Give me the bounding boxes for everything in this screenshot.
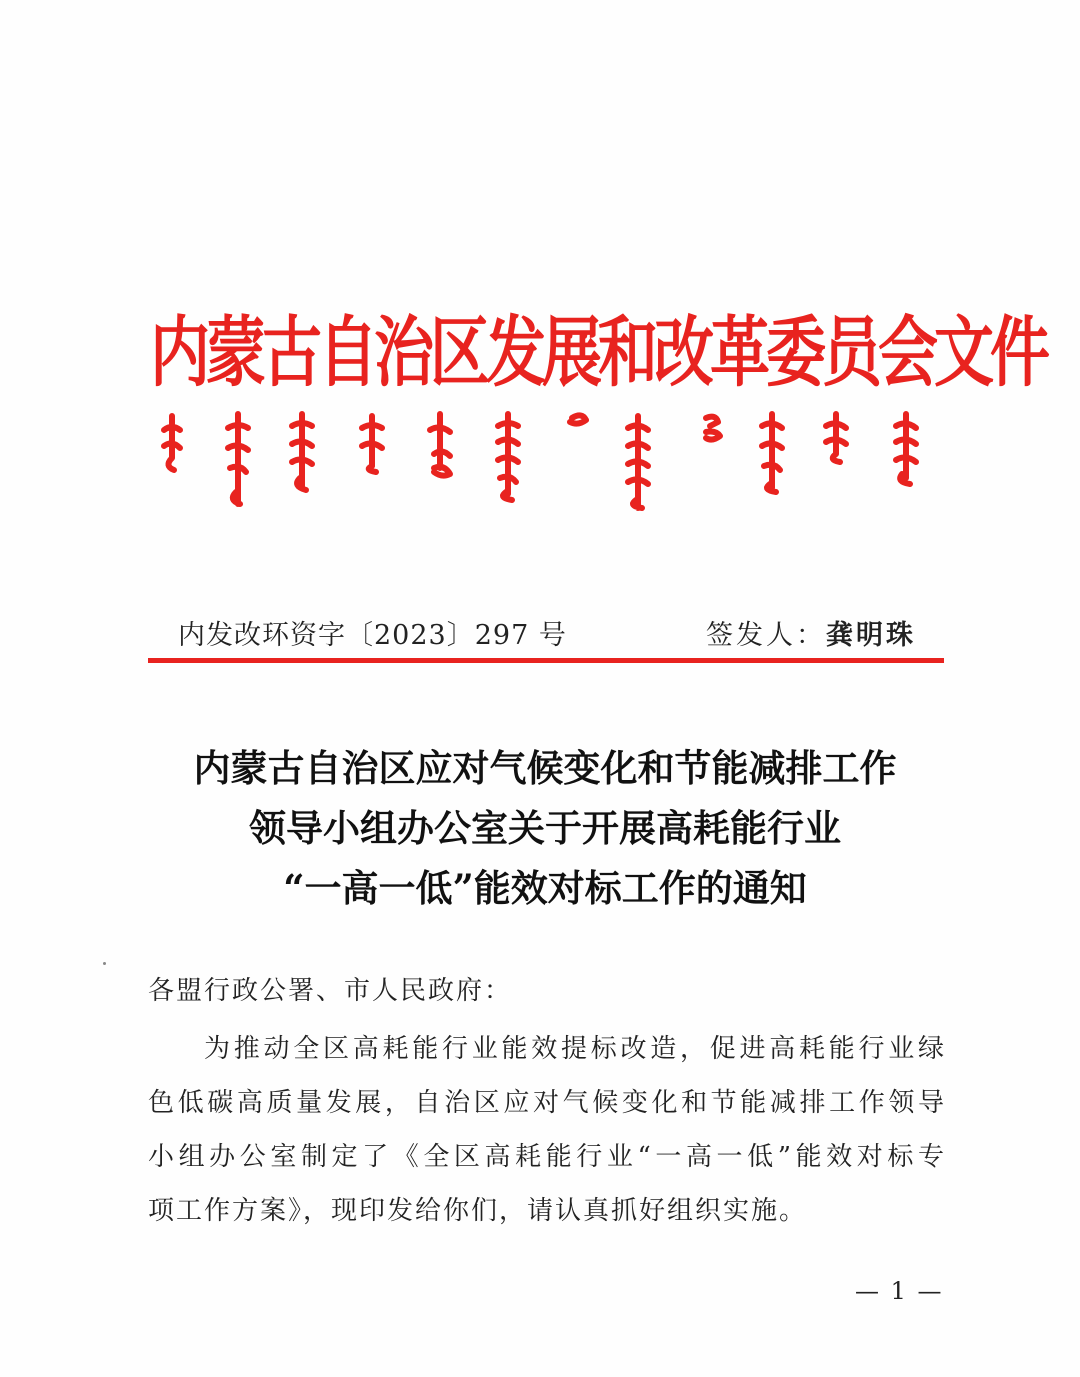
document-number: 内发改环资字〔2023〕297 号	[178, 620, 567, 651]
notice-title-line: 内蒙古自治区应对气候变化和节能减排工作	[193, 746, 897, 790]
salutation: 各盟行政公署、市人民政府：	[148, 976, 513, 1006]
red-divider-rule	[148, 658, 944, 663]
scan-speck	[103, 962, 106, 965]
signer	[706, 613, 916, 652]
signer-name: 龚明珠	[826, 620, 916, 651]
notice-title	[150, 738, 940, 918]
body-line: 色低碳高质量发展，自治区应对气候变化和节能减排工作领导	[148, 1088, 944, 1118]
notice-title-line: 领导小组办公室关于开展高耗能行业	[249, 806, 841, 850]
body-line: 小组办公室制定了《全区高耗能行业“一高一低”能效对标专	[148, 1142, 944, 1172]
issuer-header-title: 内蒙古自治区发展和改革委员会文件	[150, 308, 1046, 399]
notice-title-line: “一高一低”能效对标工作的通知	[283, 866, 807, 910]
page-number: — 1 —	[855, 1277, 944, 1305]
mongolian-script-header	[150, 408, 940, 518]
body-paragraph	[148, 1022, 944, 1238]
body-line: 项工作方案》，现印发给你们，请认真抓好组织实施。	[148, 1196, 808, 1226]
mongolian-script-graphic	[150, 408, 940, 518]
body-line: 为推动全区高耗能行业能效提标改造，促进高耗能行业绿	[204, 1034, 944, 1064]
signer-label: 签发人：	[706, 620, 826, 651]
